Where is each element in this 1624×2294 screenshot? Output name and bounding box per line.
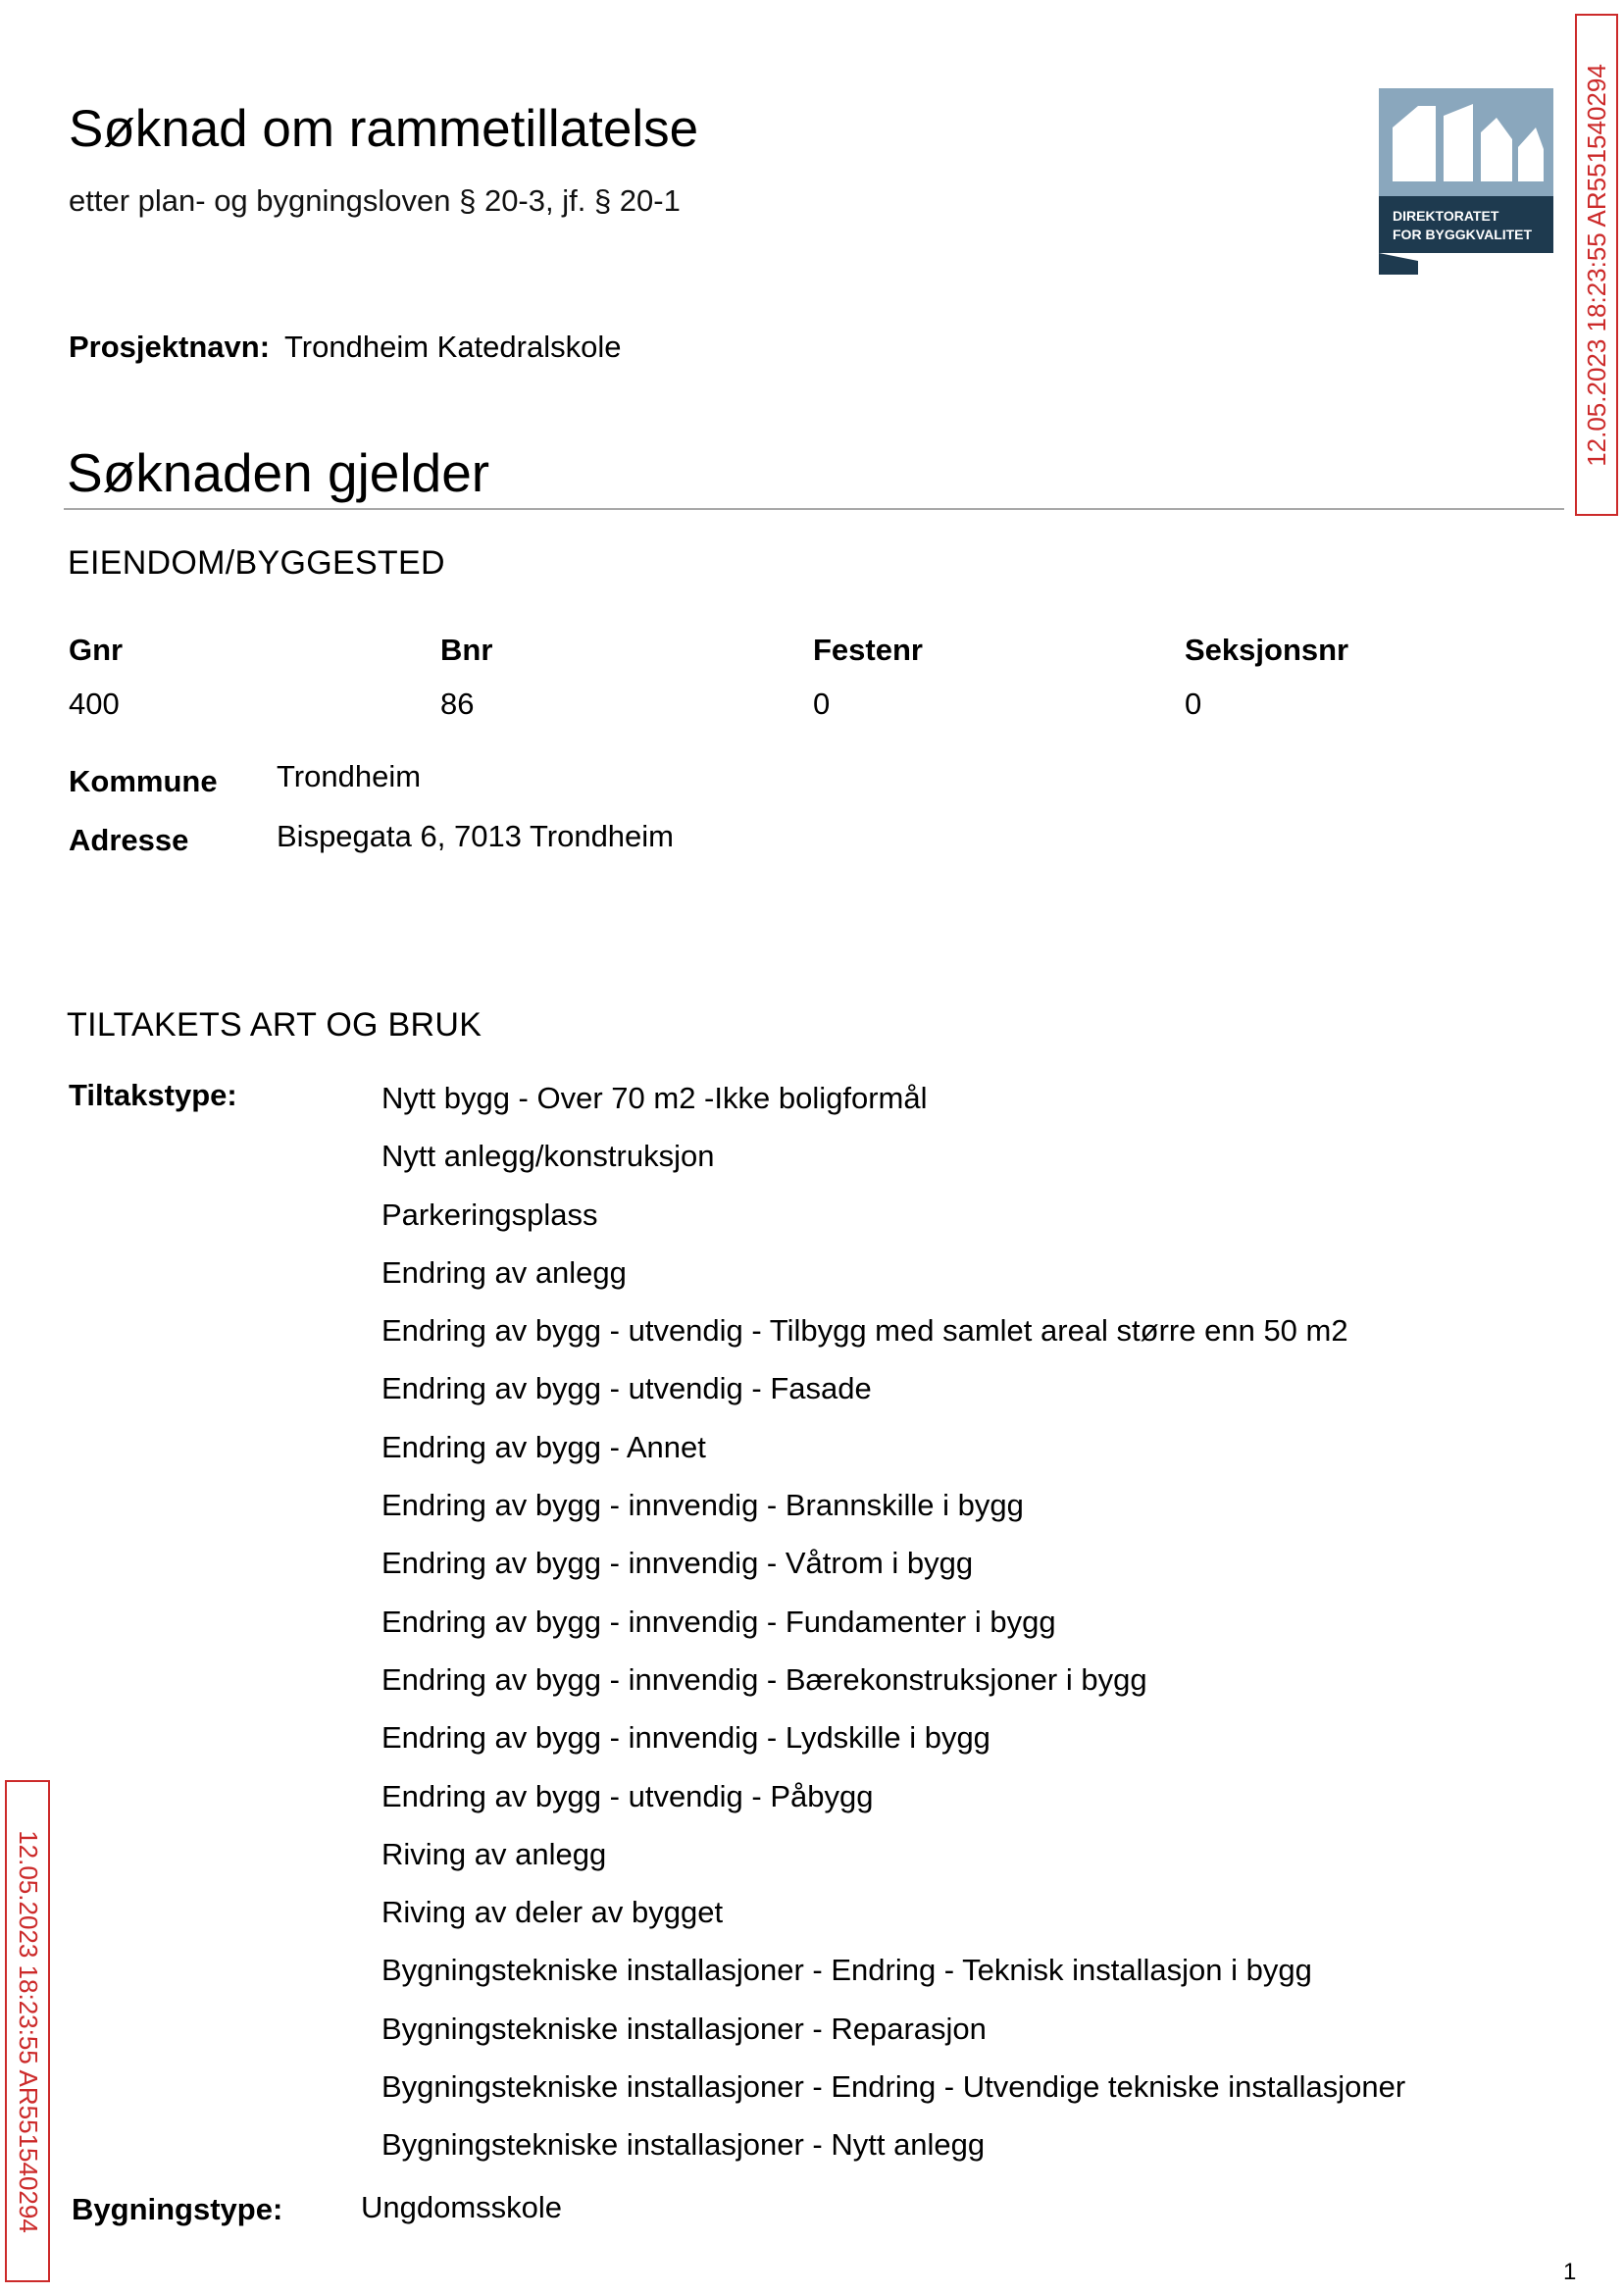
bnr-value: 86 [440, 687, 475, 721]
tiltakstype-item: Bygningstekniske installasjoner - Reparasjon [381, 2011, 987, 2046]
tiltakstype-item: Endring av anlegg [381, 1254, 627, 1290]
tiltakstype-item: Bygningstekniske installasjoner - Endring - Teknisk installasjon i bygg [381, 1953, 1312, 1988]
seksjonsnr-label: Seksjonsnr [1185, 633, 1349, 667]
project-name-value: Trondheim Katedralskole [284, 330, 622, 364]
gnr-label: Gnr [69, 633, 124, 667]
tiltakstype-item: Parkeringsplass [381, 1197, 598, 1232]
adresse-label: Adresse [69, 823, 189, 857]
bygningstype-value: Ungdomsskole [361, 2190, 563, 2224]
property-heading: EIENDOM/BYGGESTED [68, 544, 445, 582]
bnr-label: Bnr [440, 633, 493, 667]
bygningstype-label: Bygningstype: [72, 2192, 283, 2226]
document-subtitle: etter plan- og bygningsloven § 20-3, jf. § 20-1 [69, 183, 681, 218]
tiltakstype-item: Endring av bygg - innvendig - Fundamenter i bygg [381, 1604, 1056, 1639]
festenr-label: Festenr [813, 633, 923, 667]
tiltakstype-item: Nytt anlegg/konstruksjon [381, 1139, 715, 1174]
kommune-label: Kommune [69, 764, 218, 798]
logo-text-line2: FOR BYGGKVALITET [1393, 227, 1533, 242]
receipt-stamp-left-text: 12.05.2023 18:23:55 AR551540294 [13, 1829, 43, 2233]
tiltakstype-item: Bygningstekniske installasjoner - Nytt anlegg [381, 2127, 986, 2163]
tiltak-heading: TILTAKETS ART OG BRUK [67, 1006, 482, 1044]
seksjonsnr-value: 0 [1185, 687, 1202, 721]
logo-text-line1: DIREKTORATET [1393, 208, 1499, 224]
section-divider [64, 508, 1564, 510]
receipt-stamp-left [5, 1780, 50, 2282]
tiltakstype-item: Endring av bygg - innvendig - Lydskille i bygg [381, 1720, 990, 1756]
kommune-value: Trondheim [277, 759, 422, 793]
document-title: Søknad om rammetillatelse [69, 100, 699, 158]
dibk-logo-graphic [1379, 88, 1553, 275]
receipt-stamp-top-text: 12.05.2023 18:23:55 AR551540294 [1581, 63, 1611, 467]
gnr-value: 400 [69, 687, 120, 721]
tiltakstype-item: Endring av bygg - innvendig - Bærekonstruksjoner i bygg [381, 1661, 1147, 1697]
tiltakstype-item: Endring av bygg - innvendig - Brannskille i bygg [381, 1488, 1024, 1523]
dibk-logo [1379, 88, 1553, 275]
tiltakstype-item: Endring av bygg - Annet [381, 1429, 706, 1464]
receipt-stamp-top [1575, 14, 1618, 516]
festenr-value: 0 [813, 687, 831, 721]
tiltakstype-item: Nytt bygg - Over 70 m2 -Ikke boligformål [381, 1081, 928, 1115]
tiltakstype-item: Riving av deler av bygget [381, 1895, 724, 1930]
tiltakstype-list [381, 1079, 1405, 2184]
tiltakstype-item: Bygningstekniske installasjoner - Endring - Utvendige tekniske installasjoner [381, 2069, 1406, 2105]
tiltakstype-label: Tiltakstype: [69, 1078, 237, 1112]
adresse-value: Bispegata 6, 7013 Trondheim [277, 819, 674, 853]
section-title: Søknaden gjelder [67, 442, 490, 503]
page-number: 1 [1563, 2259, 1577, 2285]
tiltakstype-item: Endring av bygg - utvendig - Påbygg [381, 1778, 874, 1813]
tiltakstype-item: Riving av anlegg [381, 1836, 607, 1871]
project-name-label: Prosjektnavn: [69, 330, 271, 364]
tiltakstype-item: Endring av bygg - utvendig - Tilbygg med samlet areal større enn 50 m2 [381, 1313, 1348, 1349]
tiltakstype-item: Endring av bygg - innvendig - Våtrom i bygg [381, 1546, 974, 1581]
tiltakstype-item: Endring av bygg - utvendig - Fasade [381, 1371, 872, 1406]
